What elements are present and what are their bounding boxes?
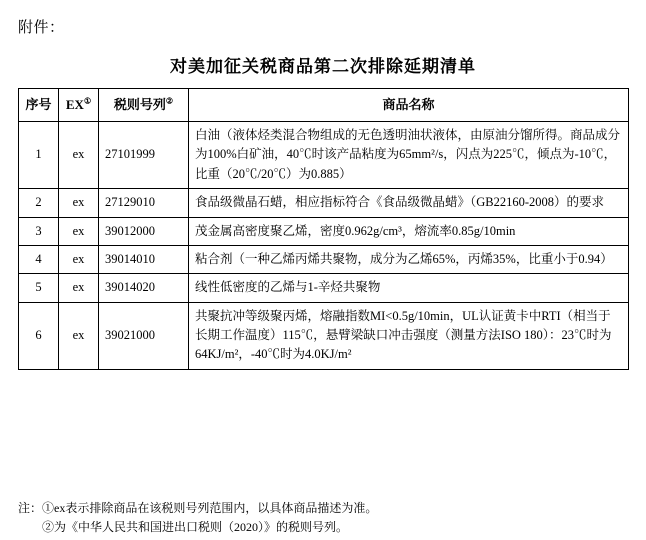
footnote-label: 注： (18, 501, 43, 515)
cell-seq: 3 (19, 217, 59, 245)
cell-code: 27101999 (99, 122, 189, 189)
cell-seq: 2 (19, 189, 59, 217)
footnote-item-2-line (18, 518, 630, 537)
table-row (19, 189, 629, 217)
cell-code: 39012000 (99, 217, 189, 245)
table-row (19, 217, 629, 245)
cell-seq: 1 (19, 122, 59, 189)
table-header-row (19, 89, 629, 122)
cell-name: 线性低密度的乙烯与1-辛烃共聚物 (189, 274, 629, 302)
table-row (19, 274, 629, 302)
column-header-name: 商品名称 (189, 89, 629, 122)
table-row (19, 245, 629, 273)
cell-name: 食品级微晶石蜡，相应指标符合《食品级微晶蜡》（GB22160-2008）的要求 (189, 189, 629, 217)
column-header-seq: 序号 (19, 89, 59, 122)
cell-ex: ex (59, 122, 99, 189)
cell-ex: ex (59, 217, 99, 245)
cell-ex: ex (59, 274, 99, 302)
cell-name: 茂金属高密度聚乙烯，密度0.962g/cm³，熔流率0.85g/10min (189, 217, 629, 245)
cell-code: 39021000 (99, 302, 189, 369)
column-header-ex (59, 89, 99, 122)
column-header-code (99, 89, 189, 122)
column-header-ex-footnote: ① (83, 96, 92, 106)
table-row (19, 302, 629, 369)
cell-code: 39014020 (99, 274, 189, 302)
cell-ex: ex (59, 245, 99, 273)
cell-seq: 5 (19, 274, 59, 302)
cell-seq: 6 (19, 302, 59, 369)
exclusion-list-table (18, 88, 629, 370)
cell-name: 共聚抗冲等级聚丙烯，熔融指数MI<0.5g/10min，UL认证黄卡中RTI（相当于长期工作温度）115℃，悬臂梁缺口冲击强度（测量方法ISO 180）：23℃时为64KJ/m²，-40℃时为4.0KJ/m² (189, 302, 629, 369)
cell-code: 39014010 (99, 245, 189, 273)
attachment-label: 附件： (18, 20, 65, 36)
footnote-first-line (18, 499, 630, 518)
cell-name: 白油（液体烃类混合物组成的无色透明油状液体，由原油分馏所得。商品成分为100%白矿油，40℃时该产品粘度为65mm²/s，闪点为225℃，倾点为-10℃，比重（20℃/20℃）为0.885） (189, 122, 629, 189)
footnote-item-1: ①ex表示排除商品在该税则号列范围内，以具体商品描述为准。 (42, 501, 378, 515)
cell-name: 粘合剂（一种乙烯丙烯共聚物，成分为乙烯65%，丙烯35%，比重小于0.94） (189, 245, 629, 273)
column-header-code-text: 税则号列 (113, 96, 166, 112)
table-row (19, 122, 629, 189)
cell-seq: 4 (19, 245, 59, 273)
column-header-code-footnote: ② (165, 96, 174, 106)
cell-ex: ex (59, 302, 99, 369)
cell-ex: ex (59, 189, 99, 217)
footnotes (18, 499, 630, 537)
column-header-ex-text: EX (65, 96, 84, 112)
footnote-item-2: ②为《中华人民共和国进出口税则（2020）》的税则号列。 (42, 520, 349, 535)
page-title: 对美加征关税商品第二次排除延期清单 (170, 57, 476, 76)
cell-code: 27129010 (99, 189, 189, 217)
